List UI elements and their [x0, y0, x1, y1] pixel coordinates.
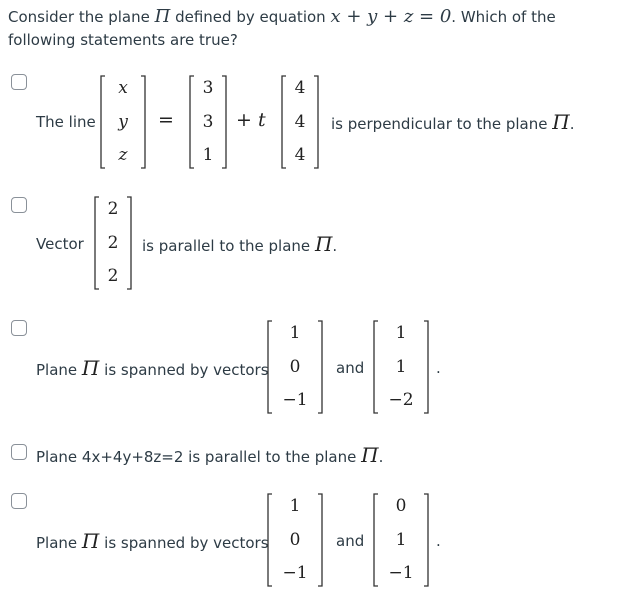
option-3-end: .: [436, 359, 441, 377]
vector-entry: 1: [395, 323, 407, 343]
vector-entry: 3: [202, 78, 214, 98]
vector-entry: 4: [294, 145, 306, 165]
option-3-checkbox[interactable]: [11, 320, 27, 336]
option-4-text: Plane 4x+4y+8z=2 is parallel to the plane Π.: [36, 443, 384, 467]
option-5-checkbox[interactable]: [11, 493, 27, 509]
vector-entry: 1: [289, 496, 301, 516]
vector-entry: 1: [202, 145, 214, 165]
vector-entry: 1: [289, 323, 301, 343]
vector-entry: −1: [388, 563, 414, 583]
vector-entry: 4: [294, 112, 306, 132]
vector-entry: 2: [107, 266, 119, 286]
option-3-lead: Plane Π is spanned by vectors: [36, 356, 269, 380]
vector-entry: 0: [289, 530, 301, 550]
option-5-lead: Plane Π is spanned by vectors: [36, 529, 269, 553]
option-2-tail: is parallel to the plane Π.: [142, 232, 338, 256]
vector-entry: 2: [107, 233, 119, 253]
option-3-vector-a: [266, 319, 324, 415]
option-1-lead: The line: [36, 113, 96, 131]
option-4-checkbox[interactable]: [11, 444, 27, 460]
option-3-and: and: [336, 359, 365, 377]
plane-symbol: Π: [154, 6, 171, 27]
vector-entry: 4: [294, 78, 306, 98]
plane-equation: x + y + z = 0: [330, 6, 452, 27]
vector-entry: 1: [395, 530, 407, 550]
option-2-checkbox[interactable]: [11, 197, 27, 213]
plane-symbol: Π: [361, 443, 379, 467]
option-1-checkbox[interactable]: [11, 74, 27, 90]
vector-entry: −1: [282, 563, 308, 583]
vector-entry: −2: [388, 390, 414, 410]
vector-entry: 3: [202, 112, 214, 132]
option-1-vector-xyz: [99, 74, 147, 170]
plane-symbol: Π: [552, 110, 570, 134]
option-2-lead: Vector: [36, 235, 84, 253]
question-text: Consider the plane Π defined by equation x + y + z = 0. Which of the following statements are true?: [8, 6, 556, 49]
option-1-vector-point: [188, 74, 228, 170]
vector-entry: x: [118, 78, 128, 98]
option-3-vector-b: [372, 319, 430, 415]
option-1-vector-direction: [280, 74, 320, 170]
vector-entry: 0: [395, 496, 407, 516]
vector-entry: 1: [395, 357, 407, 377]
vector-entry: −1: [282, 390, 308, 410]
vector-entry: z: [118, 145, 128, 165]
vector-entry: 0: [289, 357, 301, 377]
option-5-and: and: [336, 532, 365, 550]
option-5-vector-b: [372, 492, 430, 588]
plane-symbol: Π: [81, 529, 100, 553]
option-5-end: .: [436, 532, 441, 550]
option-2-vector: [93, 195, 133, 291]
option-1-tail: is perpendicular to the plane Π.: [331, 110, 575, 134]
plane-symbol: Π: [314, 232, 333, 256]
vector-entry: y: [118, 112, 128, 132]
equals-sign: =: [158, 109, 174, 131]
plus-t: + t: [236, 109, 266, 131]
vector-entry: 2: [107, 199, 119, 219]
plane-symbol: Π: [81, 356, 100, 380]
option-5-vector-a: [266, 492, 324, 588]
